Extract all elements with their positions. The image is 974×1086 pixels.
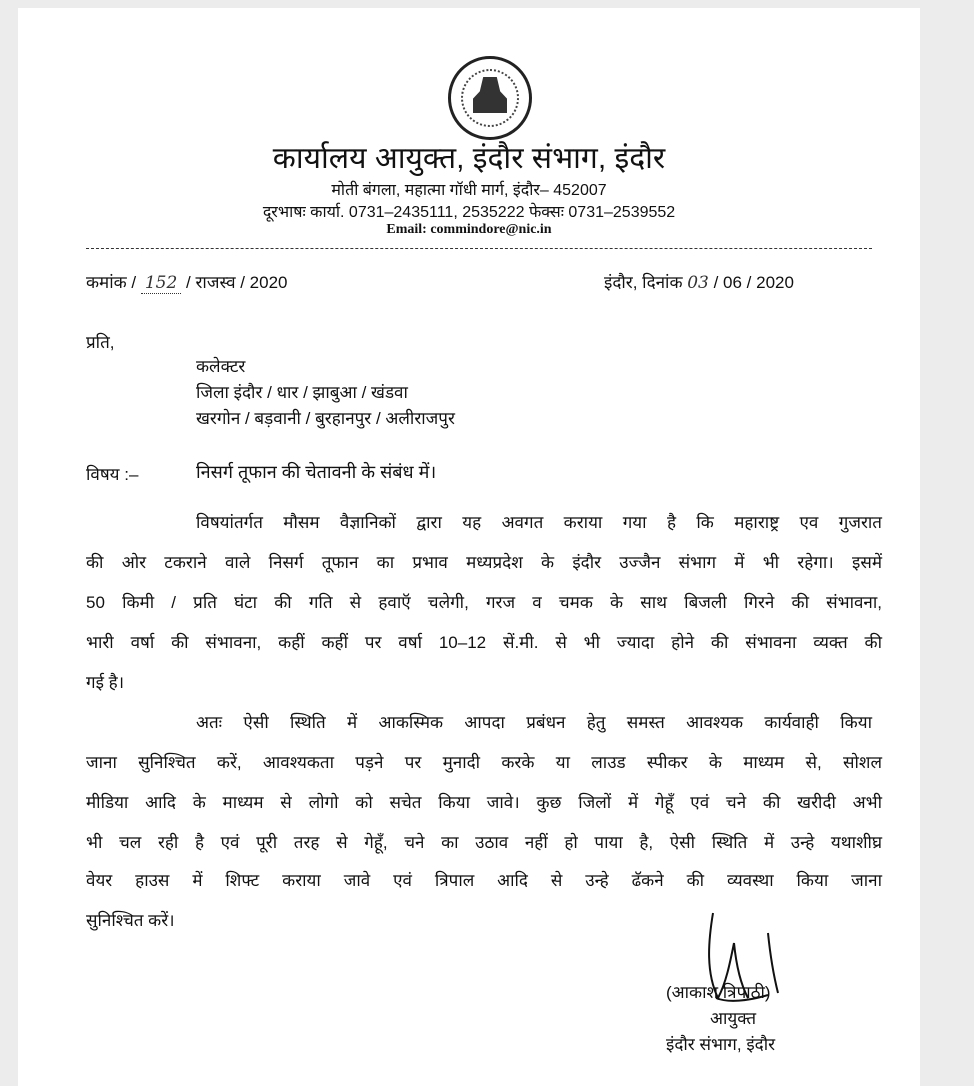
para1-line: विषयांतर्गत मौसम वैज्ञानिकों द्वारा यह अवगत कराया गया है कि महाराष्ट्र एव गुजरात <box>196 513 882 532</box>
para2-line: अतः ऐसी स्थिति में आकस्मिक आपदा प्रबंधन हेतु समस्त आवश्यक कार्यवाही किया <box>196 713 872 732</box>
signatory-designation: आयुक्त <box>710 1009 757 1028</box>
ref-prefix: कमांक / <box>86 273 141 292</box>
para2-line: भी चल रही है एवं पूरी तरह से गेहूँ, चने का उठाव नहीं हो पाया है, ऐसी स्थिति में उन्हे यथाशीघ्र <box>86 833 882 852</box>
office-phone: दूरभाषः कार्या. 0731–2435111, 2535222 फेक्सः 0731–2539552 <box>262 204 676 221</box>
para2-line: सुनिश्चित करें। <box>86 911 175 930</box>
subject-label: विषय :– <box>86 465 139 484</box>
date-day-handwritten: 03 <box>687 273 709 293</box>
signatory-office: इंदौर संभाग, इंदौर <box>666 1035 776 1054</box>
office-email: Email: commindore@nic.in <box>386 222 552 237</box>
to-label: प्रति, <box>86 333 115 352</box>
date-suffix: / 06 / 2020 <box>708 273 794 292</box>
recipient-line: खरगोन / बड़वानी / बुरहानपुर / अलीराजपुर <box>196 409 455 428</box>
para2-line: जाना सुनिश्चित करें, आवश्यकता पड़ने पर मुनादी करके या लाउड स्पीकर के माध्यम से, सोशल <box>86 753 882 772</box>
letter-date <box>604 270 794 293</box>
para1-line: गई है। <box>86 673 125 692</box>
para2-line: वेयर हाउस में शिफ्ट कराया जावे एवं त्रिपाल आदि से उन्हे ढॅकने की व्यवस्था किया जाना <box>86 871 882 890</box>
para1-line: की ओर टकराने वाले निसर्ग तूफान का प्रभाव मध्यप्रदेश के इंदौर उज्जैन संभाग में भी रहेगा। इसमें <box>86 553 882 572</box>
recipient-line: जिला इंदौर / धार / झाबुआ / खंडवा <box>196 383 408 402</box>
letter-page <box>18 8 920 1086</box>
recipient-line: कलेक्टर <box>196 357 246 376</box>
signatory-name: (आकाश त्रिपाठी) <box>666 983 771 1002</box>
ref-number-handwritten: 152 <box>141 273 181 294</box>
office-title: कार्यालय आयुक्त, इंदौर संभाग, इंदौर <box>272 142 666 175</box>
ref-suffix: / राजस्व / 2020 <box>181 273 288 292</box>
para2-line: मीडिया आदि के माध्यम से लोगो को सचेत किया जावे। कुछ जिलों में गेहूँ एवं चने की खरीदी अभी <box>86 793 882 812</box>
para1-line: 50 किमी / प्रति घंटा की गति से हवाऍ चलेगी, गरज व चमक के साथ बिजली गिरने की संभावना, <box>86 593 882 612</box>
office-address: मोती बंगला, महात्मा गॉधी मार्ग, इंदौर– 452007 <box>331 182 607 199</box>
reference-number <box>86 270 288 293</box>
subject-text: निसर्ग तूफान की चेतावनी के संबंध में। <box>196 462 437 482</box>
date-label: इंदौर, दिनांक <box>604 273 688 292</box>
header-divider <box>86 248 872 249</box>
government-emblem-seal <box>448 56 532 140</box>
para1-line: भारी वर्षा की संभावना, कहीं कहीं पर वर्षा 10–12 सें.मी. से भी ज्यादा होने की संभावना व्यक्त की <box>86 633 882 652</box>
